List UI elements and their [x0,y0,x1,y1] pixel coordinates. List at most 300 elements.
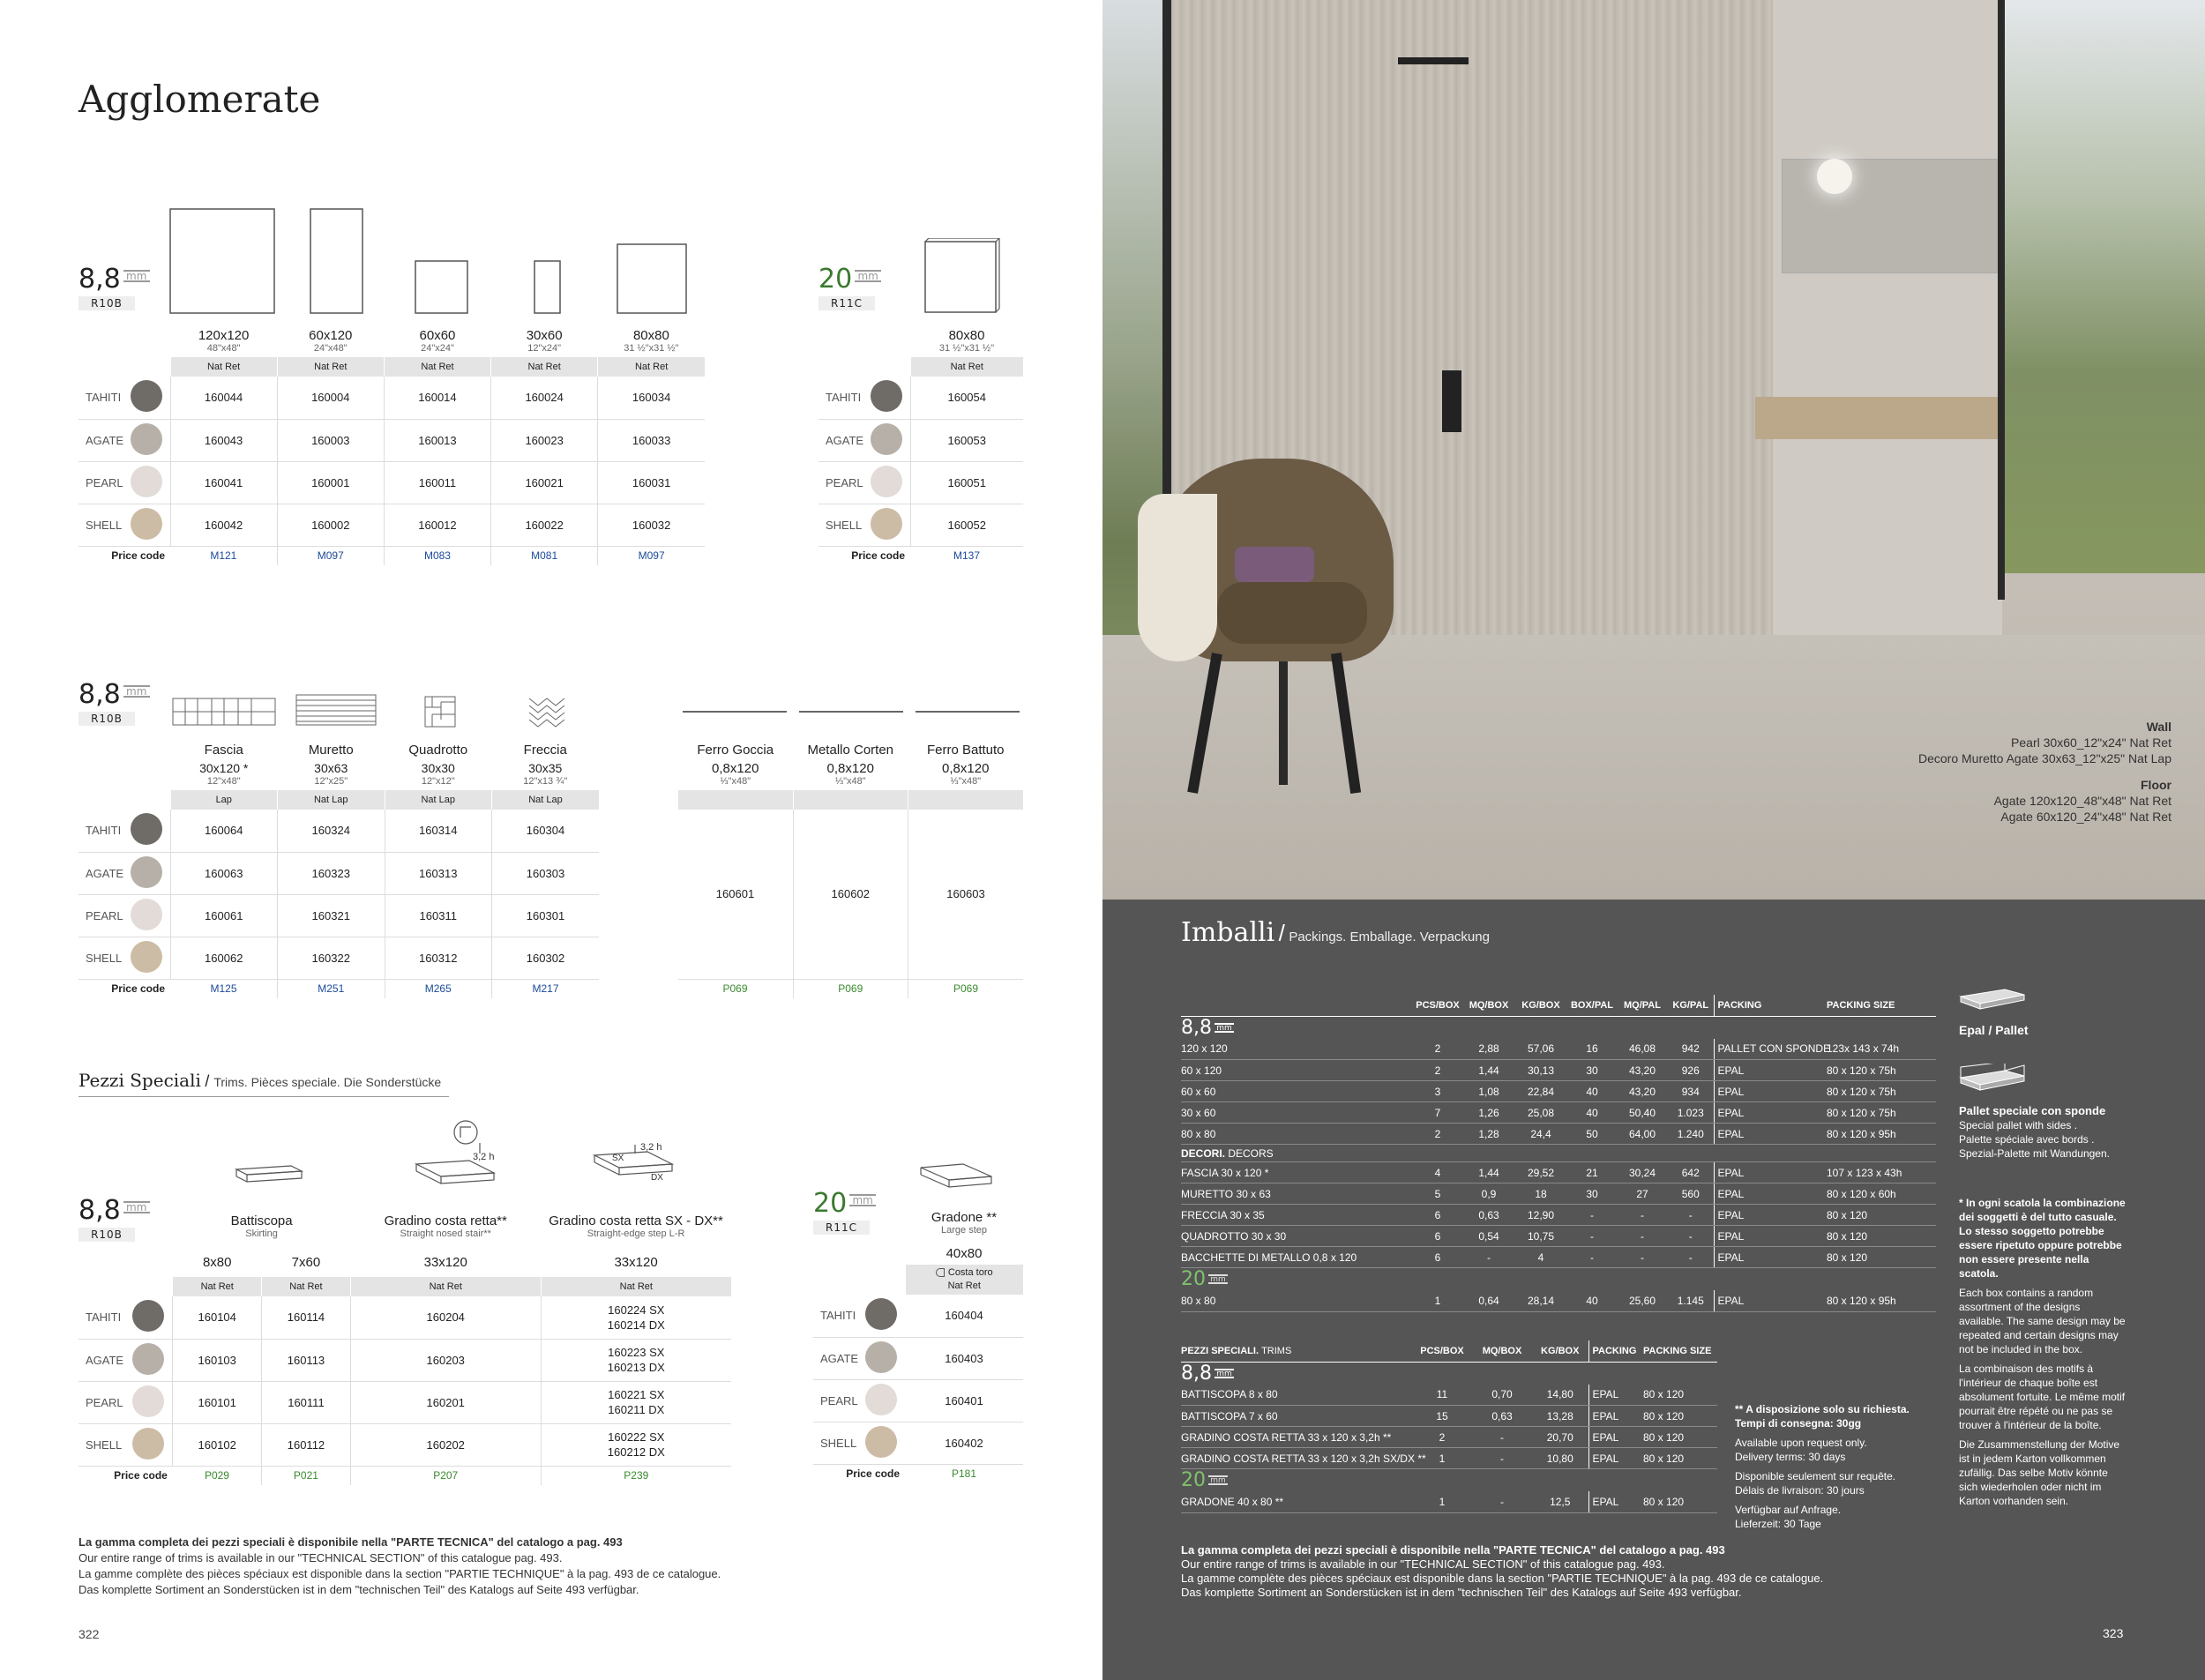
trims-packing-cell: EPAL [1588,1406,1643,1427]
trims-header: PEZZI SPECIALI. TRIMS [1181,1340,1412,1362]
packing-cell: 30 [1567,1060,1617,1081]
trim-price-code: P239 [541,1466,731,1485]
gradone-sub: Large step [941,1225,987,1236]
table-row [813,1422,1023,1464]
tile-outline-80x80 [617,244,686,313]
packing-header: MQ/BOX [1463,995,1514,1016]
page-number-left: 322 [78,1627,100,1641]
packing-cell: 2,88 [1463,1039,1514,1060]
trim-code: 160111 [262,1381,351,1423]
product-code: 160051 [910,461,1023,504]
metal-name: Metallo Corten [807,743,894,758]
color-name: SHELL [78,1423,123,1466]
trim-group-name: Gradino costa retta SX - DX** [549,1213,723,1228]
swatch-icon [131,813,162,845]
trims-packing-cell: GRADINO COSTA RETTA 33 x 120 x 3,2h SX/DX ** [1181,1448,1412,1469]
trim-size: 7x60 [291,1255,321,1270]
table-row [1181,1226,1936,1247]
color-swatch [857,1422,905,1464]
gradone-edge: Costa toro Nat Ret [905,1265,1023,1295]
packing-cell: 22,84 [1514,1081,1567,1102]
packing-cell: 0,54 [1463,1226,1514,1247]
towels [1235,547,1314,582]
swatch-icon [132,1343,164,1375]
packing-cell: EPAL [1714,1247,1827,1268]
color-name: TAHITI [78,377,123,419]
special-pallet-block [1959,1104,2127,1161]
packing-cell: 1,44 [1463,1162,1514,1183]
color-name: AGATE [78,852,123,894]
product-code: 160024 [491,377,598,419]
packing-cell: 30 [1567,1183,1617,1205]
product-code: 160313 [385,852,492,894]
pezzi-code-table [78,1210,731,1485]
packing-cell: EPAL [1714,1081,1827,1102]
swatch-icon [871,380,902,412]
packing-cell: 4 [1412,1162,1463,1183]
trim-code: 160104 [173,1296,262,1339]
trims-packing-header: PACKING SIZE [1643,1340,1717,1362]
tile-code-table-20 [818,325,1023,565]
color-swatch [123,1423,172,1466]
packing-cell: 642 [1668,1162,1714,1183]
pezzi-title: Pezzi Speciali [78,1070,201,1091]
packing-cell: 0,9 [1463,1183,1514,1205]
pallet-line-2: Spezial-Palette mit Wandungen. [1959,1147,2110,1160]
packing-cell: 2 [1412,1039,1463,1060]
gradone-size: 40x80 [946,1246,983,1261]
gradone-outline [917,1157,997,1192]
avail-4: Disponible seulement sur requête. [1735,1470,1896,1482]
swatch-icon [132,1385,164,1417]
thickness-badge: 8,8 mm R10B [78,266,150,310]
tile-outline-60x60 [415,261,467,313]
packing-cell: 80 x 80 [1181,1124,1412,1145]
thickness-badge-20: 20 mm R11C [818,266,881,310]
note-de: Das komplette Sortiment an Sonderstücken ist in dem "technischen Teil" des Katalogs auf Seite 493 verfügbar. [78,1583,639,1596]
packing-table [1181,995,1936,1312]
packing-cell: 1,08 [1463,1081,1514,1102]
price-code-label: Price code [851,549,905,563]
table-row [1181,1102,1936,1124]
packing-cell: 18 [1514,1183,1567,1205]
rnote-en: Our entire range of trims is available in our "TECHNICAL SECTION" of this catalogue pag. 493. [1181,1557,1665,1571]
color-name: AGATE [78,1339,123,1381]
product-code: 160303 [492,852,600,894]
packing-cell: BACCHETTE DI METALLO 0,8 x 120 [1181,1247,1412,1268]
product-code: 160062 [170,937,278,979]
size-label: 30x35 [528,761,563,775]
inch-label: 48"x48" [206,343,241,354]
trims-packing-cell: BATTISCOPA 8 x 80 [1181,1385,1412,1406]
imballi-sep: / [1278,920,1285,946]
trims-packing-cell: 10,80 [1532,1448,1588,1469]
trim-group-sub: Straight-edge step L-R [587,1228,685,1239]
product-code: 160311 [385,894,492,937]
trim-group-sub: Skirting [245,1228,278,1239]
inch-label: 31 ½"x31 ½" [938,343,995,354]
epal-label: Epal / Pallet [1959,1023,2029,1037]
swatch-icon [131,941,162,973]
product-code: 160304 [492,810,600,852]
random-fr: La combinaison des motifs à l'intérieur de chaque boîte est absolument fortuite. Le même motif pourrait être répété ou ne pas se trouver à l'intérieur de la boîte. [1959,1363,2126,1431]
pezzi-sep: / [205,1072,214,1090]
price-code: M125 [210,982,237,996]
price-code: M137 [953,549,981,563]
window-right [1998,0,2205,573]
trims-packing-cell: - [1472,1448,1532,1469]
trims-packing-cell: 1 [1412,1448,1472,1469]
chair-leg-3 [1279,661,1288,785]
packing-cell: - [1668,1226,1714,1247]
table-row [78,1423,731,1466]
packing-cell: 120 x 120 [1181,1039,1412,1060]
shower-head [1398,57,1469,64]
swatch-icon [871,423,902,455]
swatch-icon [865,1341,897,1373]
packing-cell: 28,14 [1514,1290,1567,1311]
rnote-de: Das komplette Sortiment an Sonderstücken ist in dem "technischen Teil" des Katalogs auf Seite 493 verfügbar. [1181,1586,1742,1599]
finish-label: Nat Lap [492,790,600,810]
trims-packing-cell: BATTISCOPA 7 x 60 [1181,1406,1412,1427]
trim-code: 160103 [173,1339,262,1381]
product-code: 160013 [384,419,490,461]
gradone-price-code: P181 [951,1467,977,1481]
product-code: 160003 [277,419,384,461]
trims-packing-header: KG/BOX [1532,1340,1588,1362]
trim-code: 160222 SX 160212 DX [541,1423,731,1466]
pallet-line-0: Special pallet with sides . [1959,1119,2078,1131]
avail-7: Lieferzeit: 30 Tage [1735,1518,1821,1530]
price-code: M081 [491,546,598,565]
trim-code: 160113 [262,1339,351,1381]
battiscopa-outline [236,1166,302,1182]
color-name: AGATE [818,419,863,461]
table-row [78,377,705,419]
packing-cell: EPAL [1714,1060,1827,1081]
rnote-it: La gamma completa dei pezzi speciali è disponibile nella "PARTE TECNICA" del catalogo a pag. 493 [1181,1543,1725,1557]
trims-packing-cell: 1 [1412,1491,1472,1512]
trims-packing-cell: 20,70 [1532,1427,1588,1448]
swatch-icon [871,466,902,497]
trims-packing-cell: 80 x 120 [1643,1491,1717,1512]
room-photo [1102,0,2205,900]
epal-pallet-icon [1959,988,2026,1011]
packing-cell: 80 x 120 x 75h [1827,1081,1936,1102]
metal-size: 0,8x120 [712,761,759,776]
table-row [1181,1448,1717,1469]
size-label: 80x80 [948,328,985,343]
thickness-badge-pezzi: 8,8 mm R10B [78,1198,150,1242]
packing-cell: 80 x 120 x 95h [1827,1124,1936,1145]
size-label: 120x120 [198,328,250,343]
product-code: 160021 [491,461,598,504]
packing-cell: - [1617,1247,1668,1268]
price-code-label: Price code [111,982,165,996]
thickness-badge-decor: 8,8 mm R10B [78,682,150,726]
packing-cell: 4 [1514,1247,1567,1268]
packing-cell: 60 x 60 [1181,1081,1412,1102]
packing-cell: 80 x 120 [1827,1226,1936,1247]
color-swatch [863,461,910,504]
color-swatch [123,1381,172,1423]
metal-inch: ⅓"x48" [950,776,982,787]
table-row [78,852,599,894]
price-code-label: Price code [114,1469,168,1482]
swatch-icon [865,1298,897,1330]
metal-price-code: P069 [722,982,748,996]
price-code-label: Price code [111,549,165,563]
packing-cell: 107 x 123 x 43h [1827,1162,1936,1183]
product-code: 160014 [384,377,490,419]
freccia-outline [529,698,564,727]
product-code: 160004 [277,377,384,419]
packing-cell: 5 [1412,1183,1463,1205]
decor-name: Fascia [204,743,243,758]
packing-cell: 16 [1567,1039,1617,1060]
avail-5: Délais de livraison: 30 jours [1735,1484,1865,1497]
product-code: 160001 [277,461,384,504]
floor-line-1: Agate 120x120_48"x48" Nat Ret [1993,794,2171,808]
decor-name: Freccia [523,743,567,758]
counter [1755,397,2011,439]
size-label: 30x120 * [199,761,249,775]
packing-cell: 6 [1412,1247,1463,1268]
packing-cell: 57,06 [1514,1039,1567,1060]
rnote-fr: La gamme complète des pièces spéciaux est disponible dans la section "PARTIE TECHNIQUE" à la pag. 493 de ce catalogue. [1181,1572,1824,1585]
color-name: SHELL [813,1422,857,1464]
imballi-subtitle: Packings. Emballage. Verpackung [1289,930,1490,945]
finish-label: Nat Ret [170,357,277,377]
trim-code: 160201 [350,1381,541,1423]
sx-label: SX [612,1154,624,1163]
product-code: 160031 [598,461,705,504]
packing-cell: 934 [1668,1081,1714,1102]
packing-cell: 21 [1567,1162,1617,1183]
trims-packing-cell: 80 x 120 [1643,1385,1717,1406]
note-it: La gamma completa dei pezzi speciali è disponibile nella "PARTE TECNICA" del catalogo a pag. 493 [78,1535,623,1549]
packing-cell: 30 x 60 [1181,1102,1412,1124]
decor-outlines [168,690,697,729]
product-code: 160312 [385,937,492,979]
metal-size: 0,8x120 [942,761,990,776]
thickness-row: 8,8 mm [1181,1016,1936,1039]
pallet-line-1: Palette spéciale avec bords . [1959,1133,2095,1146]
gradone-code: 160404 [905,1295,1023,1337]
packing-cell: EPAL [1714,1290,1827,1311]
metal-code: 160602 [793,810,908,979]
metal-bar-lines [681,711,1023,713]
swatch-icon [865,1426,897,1458]
packing-cell: FRECCIA 30 x 35 [1181,1205,1412,1226]
avail-6: Verfügbar auf Anfrage. [1735,1504,1842,1516]
table-row [818,377,1023,419]
packing-cell: 25,60 [1617,1290,1668,1311]
price-code: M251 [278,979,385,998]
table-row [1181,1406,1717,1427]
color-swatch [857,1337,905,1379]
table-row [78,1339,731,1381]
table-row [1181,1290,1936,1311]
trim-finish: Nat Ret [173,1277,262,1296]
packing-cell: 80 x 120 x 75h [1827,1060,1936,1081]
color-name: SHELL [78,937,123,979]
trim-price-code: P207 [350,1466,541,1485]
table-row [1181,1124,1936,1145]
gradone-code: 160402 [905,1422,1023,1464]
trims-packing-cell: - [1472,1491,1532,1512]
packing-cell: 29,52 [1514,1162,1567,1183]
trims-packing-cell: 0,63 [1472,1406,1532,1427]
packing-cell: EPAL [1714,1124,1827,1145]
chair-back-white [1138,494,1217,661]
color-name: TAHITI [78,1296,123,1339]
packing-cell: EPAL [1714,1183,1827,1205]
metal-code: 160603 [908,810,1024,979]
page-number-right: 323 [2103,1626,2124,1640]
table-row [78,810,599,852]
product-code: 160053 [910,419,1023,461]
product-code: 160002 [277,504,384,546]
note-en: Our entire range of trims is available in our "TECHNICAL SECTION" of this catalogue pag. 493. [78,1551,563,1564]
product-code: 160043 [170,419,277,461]
packing-cell: 40 [1567,1102,1617,1124]
finish-label: Nat Ret [491,357,598,377]
color-name: TAHITI [78,810,123,852]
trim-code: 160112 [262,1423,351,1466]
swatch-icon [131,508,162,540]
packing-cell: 942 [1668,1039,1714,1060]
random-de: Die Zusammenstellung der Motive ist in jedem Karton vollkommen zufällig. Das selbe Motiv könnte sich wiederholen oder nicht im Karton vorhanden sein. [1959,1438,2120,1507]
product-code: 160064 [170,810,278,852]
packing-cell: 12,90 [1514,1205,1567,1226]
avail-0: ** A disposizione solo su richiesta. [1735,1403,1910,1415]
color-swatch [123,937,170,979]
price-code: M097 [598,546,705,565]
metal-code: 160601 [678,810,794,979]
muretto-outline [296,695,376,725]
packing-cell: 2 [1412,1060,1463,1081]
color-swatch [863,377,910,419]
trim-price-code: P021 [262,1466,351,1485]
packing-cell: 50,40 [1617,1102,1668,1124]
color-name: AGATE [813,1337,857,1379]
swatch-icon [132,1428,164,1460]
trim-code: 160204 [350,1296,541,1339]
packing-cell: 80 x 120 x 60h [1827,1183,1936,1205]
packing-header: KG/BOX [1514,995,1567,1016]
color-swatch [123,1339,172,1381]
trims-packing-cell: 2 [1412,1427,1472,1448]
inch-label: 12"x48" [206,776,241,787]
packing-cell: 1.023 [1668,1102,1714,1124]
inch-label: 12"x24" [527,343,562,354]
trim-code: 160203 [350,1339,541,1381]
gradone-name: Gradone ** [931,1210,998,1225]
wall-line-1: Pearl 30x60_12"x24" Nat Ret [2011,735,2171,750]
decor-header: DECORI. DECORS [1181,1145,1936,1162]
table-row [813,1379,1023,1422]
packing-cell: 24,4 [1514,1124,1567,1145]
product-code: 160012 [384,504,490,546]
trims-packing-cell: 11 [1412,1385,1472,1406]
swatch-icon [132,1300,164,1332]
tile-outline-60x120 [310,209,363,313]
gradone-code: 160401 [905,1379,1023,1422]
size-label: 80x80 [632,328,669,343]
color-swatch [123,852,170,894]
table-row [78,1381,731,1423]
gradino-height-label: 3,2 h [473,1152,495,1162]
product-code: 160314 [385,810,492,852]
pendant-lamp [1817,159,1852,194]
product-code: 160321 [278,894,385,937]
imballi-title: Imballi [1181,917,1275,948]
packing-cell: MURETTO 30 x 63 [1181,1183,1412,1205]
table-row [78,894,599,937]
window-frame-right [1998,0,2005,600]
packing-cell: 123x 143 x 74h [1827,1039,1936,1060]
trim-code: 160102 [173,1423,262,1466]
color-name: TAHITI [813,1295,857,1337]
packing-cell: 1,26 [1463,1102,1514,1124]
packing-cell: - [1617,1205,1668,1226]
trims-packing-cell: - [1472,1427,1532,1448]
trims-packing-cell: 12,5 [1532,1491,1588,1512]
gradone-code: 160403 [905,1337,1023,1379]
trim-code: 160221 SX 160211 DX [541,1381,731,1423]
trims-packing-cell: 80 x 120 [1643,1427,1717,1448]
product-code: 160061 [170,894,278,937]
photo-caption [1918,719,2171,825]
trim-finish: Nat Ret [541,1277,731,1296]
quadrotto-outline [425,697,455,727]
table-row [1181,1081,1936,1102]
finish-label: Lap [170,790,278,810]
product-code: 160301 [492,894,600,937]
table-row [78,1296,731,1339]
packing-cell: 80 x 120 [1827,1205,1936,1226]
packing-header: PACKING [1714,995,1827,1016]
table-row [818,419,1023,461]
trim-finish: Nat Ret [262,1277,351,1296]
decor-name: Muretto [308,743,354,758]
trim-group-name: Gradino costa retta** [384,1213,507,1228]
tile-outline-120x120 [170,209,274,313]
metal-price-code: P069 [908,979,1024,998]
packing-cell: 46,08 [1617,1039,1668,1060]
thickness-row: 8,8 mm [1181,1362,1717,1385]
inch-label: 31 ½"x31 ½" [624,343,679,354]
packing-header: PACKING SIZE [1827,995,1936,1016]
trim-group-name: Battiscopa [230,1213,293,1228]
gradone-code-table [813,1206,1023,1483]
wall-label: Wall [2146,720,2171,734]
inch-label: 12"x13 ¾" [523,776,568,787]
thickness-row-20: 20 mm [1181,1469,1717,1492]
product-code: 160323 [278,852,385,894]
color-name: PEARL [818,461,863,504]
color-swatch [123,377,170,419]
packing-cell: - [1567,1226,1617,1247]
metal-inch: ⅓"x48" [834,776,866,787]
packing-header: BOX/PAL [1567,995,1617,1016]
avail-1: Tempi di consegna: 30gg [1735,1417,1862,1430]
wall-line-2: Decoro Muretto Agate 30x63_12"x25" Nat Lap [1917,751,2171,765]
product-code: 160022 [491,504,598,546]
trims-packing-cell: GRADONE 40 x 80 ** [1181,1491,1412,1512]
color-swatch [863,419,910,461]
